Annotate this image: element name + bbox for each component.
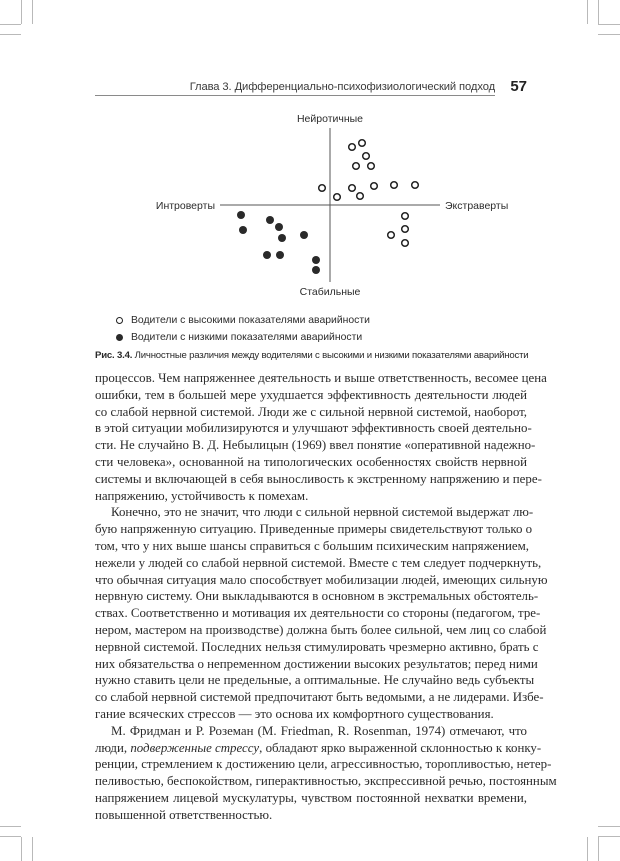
scatter-figure [0, 0, 620, 300]
caption-label: Рис. 3.4. [95, 350, 133, 361]
text-line: повышенной ответственностью. [95, 807, 273, 822]
open-circle-point [402, 213, 409, 220]
text-line: со слабой нервной системой предпочитают быть ведомыми, а не лидерами. Избе- [95, 690, 544, 705]
text-line: бую напряженную ситуацию. Приведенные примеры свидетельствуют только о [95, 522, 533, 537]
open-circle-point [334, 194, 341, 201]
chapter-title: Глава 3. Дифференциально-психофизиологический подход [189, 81, 495, 93]
open-circle-point [357, 193, 364, 200]
series-low-accident [237, 211, 320, 274]
figure-legend [116, 312, 370, 346]
text-line: системы и включающей в себя выносливость к экстренному напряжению и пере- [95, 471, 542, 486]
legend-label: Водители с низкими показателями аварийности [131, 332, 363, 343]
filled-circle-point [276, 251, 284, 259]
crop-mark [598, 826, 620, 827]
open-circle-point [363, 153, 370, 160]
crop-mark [0, 826, 21, 827]
filled-circle-point [312, 266, 320, 274]
crop-mark [21, 837, 22, 861]
text-line: напряжением лицевой мускулатуры, чувством постоянной нехватки времени, [95, 790, 527, 805]
axis-label-bottom: Стабильные [299, 286, 361, 298]
crop-mark [0, 836, 21, 837]
paragraph-start: Конечно, это не значит, что люди с сильной нервной системой выдержат лю- [111, 505, 534, 520]
open-circle-point [391, 182, 398, 189]
text-line: в этой ситуации мобилизируются и улучшают эффективность своей деятельно- [95, 421, 532, 436]
crop-mark [598, 836, 620, 837]
filled-circle-point [239, 226, 247, 234]
paragraph-start: М. Фридман и Р. Роземан (M. Friedman, R. Rosenman, 1974) отмечают, что [111, 723, 527, 738]
filled-circle-point [266, 216, 274, 224]
open-circle-point [353, 163, 360, 170]
axis-label-right: Экстраверты [445, 200, 509, 212]
open-circle-point [368, 163, 375, 170]
text-line: нером, мастером на производстве) должна быть более сильной, чем лиц со слабой [95, 622, 547, 637]
crop-mark [598, 837, 599, 861]
body-text [95, 370, 557, 824]
filled-circle-point [263, 251, 271, 259]
legend-item-low [116, 329, 370, 346]
text-fragment: , обладают ярко выраженной склонностью к конку- [259, 740, 542, 755]
text-line: напряжению, устойчивость к помехам. [95, 488, 309, 503]
text-line: гание всяческих стрессов — это основа их комфортного существования. [95, 706, 494, 721]
text-line: пеливостью, беспокойством, гиперактивностью, экспрессивной речью, постоянным [95, 774, 557, 789]
open-circle-point [349, 144, 356, 151]
legend-item-high [116, 312, 370, 329]
text-line: процессов. Чем напряженнее деятельность и выше ответственность, весомее цена [95, 371, 547, 385]
open-circle-point [359, 140, 366, 147]
emphasis: подверженные стрессу [130, 740, 260, 755]
crop-mark [587, 837, 588, 861]
axis-label-left: Интроверты [155, 200, 215, 212]
filled-circle-icon [116, 334, 123, 341]
text-line [95, 740, 542, 757]
text-line: нервную систему. Они выкладываются в основном в экстремальных обстоятель- [95, 589, 539, 604]
text-line: ствах. Соответственно и мотивация их деятельности со стороны (педагогом, тре- [95, 606, 541, 621]
filled-circle-point [300, 231, 308, 239]
axis-label-top: Нейротичные [296, 113, 364, 125]
text-line: сти человека», основанной на типологических особенностях свойств нервной [95, 454, 527, 469]
caption-text: Личностные различия между водителями с высокими и низкими показателями аварийности [134, 350, 529, 361]
text-line: том, что у них выше шансы справиться с большим психическим напряжением, [95, 538, 529, 553]
text-line: нервной системой. Последних нельзя стимулировать чрезмерно активно, брать с [95, 639, 539, 654]
text-line: что обычная ситуация мало способствует мобилизации людей, имеющих сильную [95, 572, 548, 587]
open-circle-point [412, 182, 419, 189]
text-line: ренции, стремлением к достижению цели, агрессивностью, торопливостью, нетер- [95, 757, 552, 772]
open-circle-point [388, 232, 395, 239]
open-circle-point [319, 185, 326, 192]
legend-label: Водители с высокими показателями аварийности [131, 315, 370, 326]
filled-circle-point [278, 234, 286, 242]
series-high-accident [319, 140, 419, 247]
figure-caption [95, 350, 535, 361]
text-line: со слабой нервной системой. Люди же с сильной нервной системой, наоборот, [95, 404, 527, 419]
text-line: нужно ставить цели не предельные, а оптимальные. Не случайно ведь субъекты [95, 673, 535, 688]
filled-circle-point [312, 256, 320, 264]
text-line: сти. Не случайно В. Д. Небылицын (1969) ввел понятие «оперативной надежно- [95, 438, 536, 453]
text-line: нежели у людей со слабой нервной системой. Вместе с тем следует подчеркнуть, [95, 555, 542, 570]
open-circle-point [349, 185, 356, 192]
filled-circle-point [275, 223, 283, 231]
page-number: 57 [510, 78, 527, 95]
open-circle-point [371, 183, 378, 190]
open-circle-point [402, 240, 409, 247]
text-line: ошибки, тем в большей мере ухудшается эффективность деятельности людей [95, 387, 527, 402]
open-circle-point [402, 226, 409, 233]
filled-circle-point [237, 211, 245, 219]
open-circle-icon [116, 317, 123, 324]
text-fragment: люди, [95, 740, 128, 755]
crop-mark [32, 837, 33, 861]
text-line: них обязательства о непременном достижении высоких результатов; перед ними [95, 656, 538, 671]
